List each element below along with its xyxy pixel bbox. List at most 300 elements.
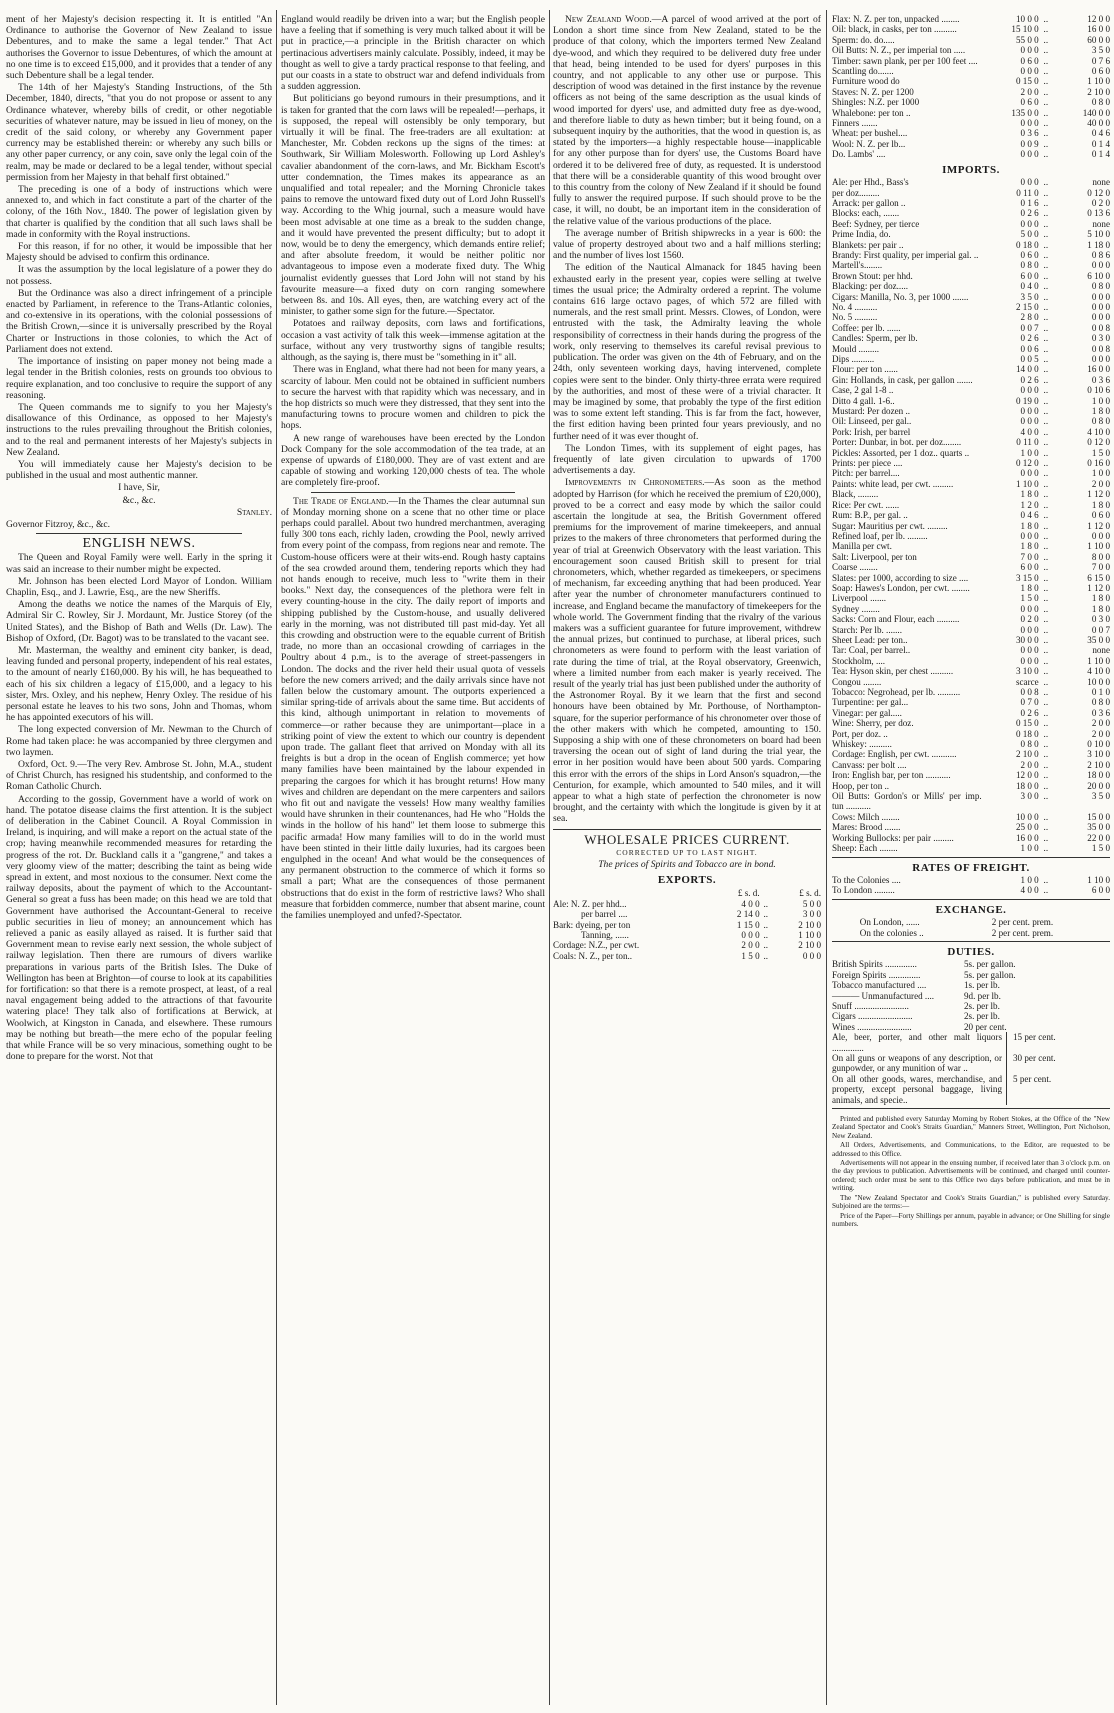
row-price-high: 1 8 0	[1091, 603, 1110, 614]
row-label: Do. Lambs' ....	[832, 149, 886, 160]
table-row	[832, 614, 1110, 624]
row-separator: ..	[1043, 780, 1049, 791]
table-row	[832, 749, 1110, 759]
dispatch-paragraph: For this reason, if for no other, it would be impossible that her Majesty should be advised to confirm this ordinance.	[6, 241, 272, 264]
news-paragraph: According to the gossip, Government have a world of work on hand. The potatoe disease claims the first attention. It is the subject of deliberation in the Cabinet Council. A Royal Commission in Ireland, is inquiring, and will make a report on the actual state of the crop; having meanwhile recommended measures for retarding the progress of the rot. Dr. Buckland calls it a "gangrene," and takes a very gloomy view of the matter; describing the taint as being wide spread in extent, and most noxious to the consumer. Next come the railway deposits, about the payment of which to the Accountant-General so great a fuss has been made; on this head we are told that Government have authorised the Accountant-General to receive public securities in lieu of money; an announcement which has relieved a panic as easily allayed as raised. It is further said that Government mean to revise early next session, the whole subject of railway legislation. Then there are rumours of divers warlike preparations in various parts of the British Isles. The Duke of Wellington has been at Brighton—of course to look at its capabilities for fortification: so that there is a remote prospect, at least, of a real naval engagement being added to the attractions of that favourite watering place! They talk also of fortifications at Berwick, at Woolwich, at Kingston in Canada, and elsewhere. These rumours may be nothing but breath—the mere echo of the popular feeling that while France will be so very minacious, something ought to be done to prepare for the worst. Not that	[6, 793, 272, 1063]
table-row	[832, 677, 1110, 687]
row-price-low: 0 19 0	[1015, 395, 1039, 406]
row-price-high: 20 0 0	[1087, 780, 1110, 791]
table-row	[832, 739, 1110, 749]
row-separator: ..	[1043, 416, 1049, 427]
news-paragraph: The Queen and Royal Family were well. Early in the spring it was said an increase to their number might be expected.	[6, 552, 272, 575]
table-row	[832, 139, 1110, 149]
row-label: Brown Stout: per hhd.	[832, 270, 913, 281]
row-label: Tobacco: Negrohead, per lb. ..........	[832, 687, 961, 697]
exports-table	[553, 888, 821, 961]
row-price-high: 2 10 0	[1087, 86, 1110, 97]
row-price-low: 0 12 0	[1015, 458, 1039, 469]
row-value: 2s. per lb.	[964, 1011, 1000, 1022]
row-separator: ..	[1043, 520, 1049, 531]
row-label: Case, 2 gal 1-8 ..	[832, 385, 894, 396]
row-price-high: 0 1 4	[1091, 149, 1110, 160]
row-label: On all other goods, wares, merchandise, and property, except personal baggage, living animals, and specie..	[832, 1074, 1007, 1105]
row-separator: ..	[1043, 86, 1049, 97]
row-separator: ..	[1043, 364, 1049, 375]
row-label: Cows: Milch ........	[832, 811, 900, 822]
table-row	[832, 198, 1110, 208]
row-separator: ..	[1043, 489, 1049, 500]
table-row	[832, 240, 1110, 250]
row-price-low: 0 11 0	[1016, 437, 1039, 448]
table-row: per barrel .... 2 14 0 .. 3 0 0	[581, 909, 821, 920]
imprint	[832, 1115, 1110, 1228]
row-label: Sydney ........	[832, 603, 880, 614]
row-label: Canvass: per bolt ....	[832, 759, 907, 770]
table-row	[832, 521, 1110, 531]
row-price-low: 0 3 6	[1020, 128, 1039, 139]
row-price-low: 0 0 9	[1020, 138, 1039, 149]
table-row	[832, 229, 1110, 239]
row-price-low: 1 8 0	[1020, 489, 1039, 500]
row-price-high: 0 0 0	[1091, 312, 1110, 323]
table-row	[832, 770, 1110, 780]
row-price-low: 0 6 0	[1020, 249, 1039, 260]
row-price-high: 0 2 0	[1091, 197, 1110, 208]
table-row	[832, 416, 1110, 426]
table-row	[832, 991, 1110, 1001]
row-price-high: 1 18 0	[1087, 239, 1110, 250]
table-row	[832, 66, 1110, 76]
row-label: Mould .........	[832, 343, 879, 354]
row-price-low: 1 8 0	[1020, 582, 1039, 593]
article-paragraph: Potatoes and railway deposits, corn laws and fortifications, occasion a vast activity of talk this week—immense agitation at the surface, without any very trustworthy signs of tangible results; although, as the saying is, there must be "something in it" all.	[281, 318, 545, 364]
row-label: Oil: Linseed, per gal..	[832, 416, 912, 427]
row-separator: ..	[1043, 197, 1049, 208]
news-paragraph: Mr. Johnson has been elected Lord Mayor of London. William Chaplin, Esq., and J. Lawrie, Esq., are the new Sheriffs.	[6, 575, 272, 598]
table-row	[832, 510, 1110, 520]
row-price-high: 0 0 0	[1091, 530, 1110, 541]
row-label: Timber: sawn plank, per per 100 feet ....	[832, 55, 978, 66]
row-label: British Spirits ..............	[832, 959, 917, 970]
row-separator: ..	[1043, 260, 1049, 271]
row-price-low: 3 15 0	[1015, 572, 1039, 583]
row-label: Rice: Per cwt. ......	[832, 499, 900, 510]
row-price-high: 6 0 0	[1091, 885, 1110, 896]
row-price-high: 35 0 0	[1087, 822, 1110, 833]
row-price-high: 0 0 8	[1091, 343, 1110, 354]
row-separator: ..	[1043, 614, 1049, 625]
row-separator: ..	[1043, 687, 1049, 697]
row-price-low: 4 0 0	[1020, 426, 1039, 437]
row-label: Flour: per ton ......	[832, 364, 898, 375]
row-label: On all guns or weapons of any description, or gunpowder, or any munition of war ..	[832, 1053, 1007, 1074]
row-price-low: 15 10 0	[1011, 24, 1039, 35]
table-row	[832, 14, 1110, 24]
trade-of-england-article	[281, 496, 545, 922]
row-value: 5 per cent.	[1013, 1073, 1052, 1084]
freight-table	[832, 875, 1110, 896]
row-label: Blankets: per pair ..	[832, 239, 904, 250]
row-price-low: 0 2 6	[1020, 208, 1039, 219]
row-price-low: 0 15 0	[1015, 718, 1039, 729]
row-price-high: 0 3 6	[1091, 374, 1110, 385]
row-label: Turpentine: per gal...	[832, 697, 909, 708]
row-separator: ..	[1043, 270, 1049, 281]
news-paragraph: Mr. Masterman, the wealthy and eminent city banker, is dead, leaving funded and personal property, independent of his real estates, to the amount of nearly £160,000. By his will, he has bequeathed to each of his six children a legacy of £15,000, and a legacy to his sister, Mrs. Oxley, and his nephew, Henry Oxley. The residue of his personal estate he leaves to his two sons, John and Thomas, whom he has appointed executors of his will.	[6, 644, 272, 724]
row-separator: ..	[1043, 291, 1049, 302]
table-row	[832, 656, 1110, 666]
row-price-high: 0 4 6	[1091, 128, 1110, 139]
row-price-low: 6 0 0	[1020, 562, 1039, 573]
row-separator: ..	[1043, 666, 1049, 677]
row-separator: ..	[1043, 458, 1049, 469]
column-1	[6, 14, 272, 1063]
row-price-low: 0 0 0	[1020, 624, 1039, 635]
row-separator: ..	[1043, 354, 1049, 364]
table-row	[832, 385, 1110, 395]
row-price-low: 12 0 0	[1015, 770, 1039, 781]
table-row	[832, 406, 1110, 416]
row-price-high: 18 0 0	[1087, 770, 1110, 781]
row-label: Cigars: Manilla, No. 3, per 1000 .......	[832, 291, 969, 302]
row-separator: ..	[1043, 739, 1049, 750]
table-row	[832, 604, 1110, 614]
divider	[832, 899, 1110, 900]
row-price-high: 0 8 6	[1091, 249, 1110, 260]
imprint-line: The "New Zealand Spectator and Cook's Straits Guardian," is published every Saturday. Subjoined are the terms:—	[832, 1193, 1110, 1211]
row-label: Sheep: Each ........	[832, 843, 898, 854]
row-label: Furniture wood do	[832, 76, 900, 87]
row-separator: ..	[1043, 118, 1049, 129]
row-separator: ..	[1043, 301, 1049, 312]
row-label: Coarse ........	[832, 562, 878, 573]
row-price-low: 1 5 0	[1020, 593, 1039, 604]
row-value: 2s. per lb.	[964, 1000, 1000, 1011]
row-label: Congou ........	[832, 676, 882, 687]
table-row	[832, 822, 1110, 832]
row-separator: ..	[1043, 707, 1049, 718]
row-label: On London, ......	[859, 917, 920, 928]
row-label: Salt: Liverpool, per ton	[832, 551, 917, 562]
row-price-high: 1 0 0	[1091, 468, 1110, 479]
table-row	[832, 354, 1110, 364]
row-price-low: 2 0 0	[1020, 86, 1039, 97]
divider	[832, 941, 1110, 942]
row-price-low: 0 0 5	[1020, 354, 1039, 364]
article-body: In the Thames the clear autumnal sun of Monday morning shone on a scene that no other time or place perhaps could parallel. About two hundred merchantmen, averaging fully 300 tons each, richly laden, crowding the Pool, newly arrived from every point of the compass, from regions near and remote. The Custom-house officers were at their wits-end. Rough hasty captains of the sea crowded around them, tendering reports which they had not hands enough to receive, much less to "write them in their books." Next day, the consequences of the plethora were felt in every counting-house in the city. The daily report of imports and shipping published by the Custom-house, and usually delivered early in the morning, was not distributed till past mid-day. Yet all this crowding and obstruction were to the equable current of British trade, no more than an occasional crowding of carriages in the Poultry about 4 p.m., is to the average of street-passengers in London. The docks and the river held their usual quota of vessels before the new comers arrived; and the daily arrivals since have not fallen below the customary amount. The outports experienced a similar spring-tide of arrivals about the same time. But accidents of this kind, although unimportant in relation to movements of commerce—or rather because they are unimportant—place in a striking point of view the extent to which our country is dependent upon trade. The gallant fleet that arrived on Monday with all its freights is but a drop in the ocean of English commerce; yet how many families have been maintained by the labour expended in preparing the cargoes for which it has brought returns! How many wives and children are dependant on the mere carpenters and sailors who fit out and navigate the vessels! How many wealthy families would have shrunken in their countenances, had He who "Holds the winds in the hollow of his hand" let them loose to submerge this pacific armada! How many families will to do in the world must have been stinted in their little daily luxuries, had its cargoes been engulphed in the ocean! And what would be the consequences of any permanent obstruction to the commerce of which it forms so small a part; What are the consequences of those permanent obstructions that do exist in the form of restrictive laws? Who shall measure that forbidden commerce, number that absent marine, count the families unemployed and unfed?-Spectator.	[281, 495, 545, 922]
table-row	[832, 302, 1110, 312]
table-row	[832, 271, 1110, 281]
row-separator: ..	[1043, 406, 1049, 417]
table-row	[832, 375, 1110, 385]
row-label: Blocks: each, .......	[832, 208, 900, 219]
row-price-high: 10 0 0	[1087, 676, 1110, 687]
addressee: Governor Fitzroy, &c., &c.	[6, 518, 111, 530]
row-value: 5s. per gallon.	[964, 969, 1016, 980]
table-row	[860, 928, 1082, 938]
row-separator: ..	[1043, 55, 1049, 66]
row-separator: ..	[1043, 343, 1049, 354]
table-row	[832, 97, 1110, 107]
row-label: Blacking: per doz.....	[832, 281, 909, 292]
row-label: Pork: Irish, per barrel	[832, 426, 911, 437]
table-row	[832, 583, 1110, 593]
row-label: To the Colonies ....	[832, 874, 901, 885]
divider	[832, 857, 1110, 858]
row-price-high: 0 1 0	[1091, 687, 1110, 697]
table-row	[832, 437, 1110, 447]
row-label: Finners .......	[832, 118, 878, 129]
row-price-high: 0 0 7	[1091, 624, 1110, 635]
row-price-low: 0 0 0	[1020, 45, 1039, 56]
row-price-high: 5 10 0	[1087, 229, 1110, 240]
row-separator: ..	[1043, 149, 1049, 160]
row-price-low: 0 8 0	[1020, 739, 1039, 750]
table-row: Coals: N. Z., per ton.. 1 5 0 .. 0 0 0	[553, 950, 821, 961]
table-row	[832, 760, 1110, 770]
row-label: Wool: N. Z. per lb...	[832, 138, 906, 149]
row-price-low: 55 0 0	[1015, 34, 1039, 45]
row-price-high: 1 8 0	[1091, 593, 1110, 604]
row-price-low: 0 1 6	[1020, 197, 1039, 208]
row-price-low: 1 0 0	[1020, 447, 1039, 458]
table-row	[832, 959, 1110, 969]
row-value: 15 per cent.	[1013, 1032, 1056, 1043]
row-label: Tea: Hyson skin, per chest ..........	[832, 666, 954, 677]
row-label: Hoop, per ton ..	[832, 780, 890, 791]
signature: Stanley.	[236, 506, 272, 518]
row-label: Prime India, do.	[832, 229, 891, 240]
row-price-low: 1 2 0	[1020, 499, 1039, 510]
row-price-high: 0 8 0	[1091, 97, 1110, 108]
table-row	[832, 666, 1110, 676]
row-price-high: 7 0 0	[1091, 562, 1110, 573]
row-label: Iron: English bar, per ton ...........	[832, 770, 951, 781]
table-row	[832, 1074, 1110, 1105]
row-separator: ..	[1043, 249, 1049, 260]
table-row	[832, 729, 1110, 739]
row-price-low: 0 0 0	[1020, 66, 1039, 77]
row-price-high: 0 6 0	[1091, 66, 1110, 77]
row-price-low: 0 18 0	[1015, 728, 1039, 739]
table-row	[832, 791, 1110, 812]
row-price-low: 0 11 0	[1016, 187, 1039, 198]
row-separator: ..	[1043, 138, 1049, 149]
row-label: Brandy: First quality, per imperial gal. ..	[832, 249, 979, 260]
row-price-low: 10 0 0	[1015, 811, 1039, 822]
imports-title: IMPORTS.	[942, 163, 1000, 176]
table-row	[832, 635, 1110, 645]
table-row	[832, 260, 1110, 270]
divider	[832, 1108, 1110, 1109]
row-price-high: 3 5 0	[1091, 791, 1110, 802]
divider	[36, 533, 242, 534]
row-price-high: 0 16 0	[1087, 458, 1110, 469]
article-paragraph: The London Times, with its supplement of eight pages, has frequently of late given circulation to upwards of 1700 advertisements a day.	[553, 442, 821, 477]
table-row	[832, 1011, 1110, 1021]
row-price-low: 1 8 0	[1020, 520, 1039, 531]
row-separator: ..	[1043, 770, 1049, 781]
row-label: Snuff ........................	[832, 1000, 909, 1011]
row-separator: ..	[1043, 655, 1049, 666]
row-separator: ..	[1043, 333, 1049, 344]
table-row	[832, 980, 1110, 990]
table-row	[832, 76, 1110, 86]
row-label: Tar: Coal, per barrel..	[832, 645, 911, 656]
row-separator: ..	[1043, 676, 1049, 687]
row-price-high: 22 0 0	[1087, 832, 1110, 843]
units-row	[553, 888, 821, 898]
row-price-low: 0 0 0	[1020, 530, 1039, 541]
row-value: 5s. per gallon.	[964, 959, 1016, 970]
divider	[553, 829, 821, 830]
table-row	[860, 917, 1082, 927]
row-price-high: 2 0 0	[1091, 728, 1110, 739]
row-price-high: 0 3 0	[1091, 614, 1110, 625]
column-rule	[549, 10, 550, 1705]
row-label: Ale: per Hhd., Bass's	[832, 177, 909, 188]
imprint-line: Advertisements will not appear in the ensuing number, if received later than 3 o'clock p.m. on the day previous to publication. Advertisements will be continued, and charged until counter-ordered; such order must be sent to this Office two days before publication, and must be in writing.	[832, 1159, 1110, 1193]
row-price-high: 6 15 0	[1087, 572, 1110, 583]
row-label: Ditto 4 gall. 1-6..	[832, 395, 895, 406]
row-label: Scantling do.......	[832, 66, 894, 77]
row-separator: ..	[1043, 572, 1049, 583]
table-row	[832, 1022, 1110, 1032]
row-label: Sheet Lead: per ton..	[832, 634, 908, 645]
table-row	[832, 87, 1110, 97]
row-price-high: 0 12 0	[1087, 437, 1110, 448]
row-price-high: 0 6 0	[1091, 510, 1110, 521]
table-row	[832, 489, 1110, 499]
row-label: Wine: Sherry, per doz.	[832, 718, 914, 729]
row-separator: ..	[1043, 45, 1049, 56]
table-row	[832, 281, 1110, 291]
section-heading-english-news: ENGLISH NEWS.	[82, 536, 196, 552]
table-row	[832, 687, 1110, 697]
row-separator: ..	[1043, 811, 1049, 822]
row-label: Whiskey: ..........	[832, 739, 892, 750]
row-price-low: 7 0 0	[1020, 551, 1039, 562]
row-price-low: 10 0 0	[1015, 14, 1039, 24]
row-separator: ..	[1043, 187, 1049, 198]
row-price-high: 0 3 0	[1091, 333, 1110, 344]
row-label: Paints: white lead, per cwt. .........	[832, 478, 954, 489]
row-price-high: 1 12 0	[1087, 520, 1110, 531]
table-row	[832, 541, 1110, 551]
row-label: Foreign Spirits ..............	[832, 969, 921, 980]
row-price-low: 1 10 0	[1015, 478, 1039, 489]
row-price-high: 0 12 0	[1087, 187, 1110, 198]
table-row	[832, 128, 1110, 138]
row-price-high: 1 0 0	[1091, 395, 1110, 406]
row-separator: ..	[1043, 499, 1049, 510]
row-price-high: 2 0 0	[1091, 718, 1110, 729]
dispatch-paragraph: ment of her Majesty's decision respecting it. It is entitled "An Ordinance to authorise the Governor of New Zealand to issue Debentures, and to make the same a legal tender." That Act authorises the Governor to issue Debentures, of which the amount at no one time is to exceed £15,000, and it provides that a tender of any such Debenture shall be a legal tender.	[6, 14, 272, 82]
row-price-low: 1 8 0	[1020, 541, 1039, 552]
row-price-high: 1 8 0	[1091, 406, 1110, 417]
row-price-high: 0 8 0	[1091, 697, 1110, 708]
row-value: 9d. per lb.	[964, 990, 1001, 1001]
row-label: Refined loaf, per lb. .........	[832, 530, 928, 541]
row-price-low: 0 0 0	[1020, 468, 1039, 479]
table-row	[832, 479, 1110, 489]
table-row	[832, 562, 1110, 572]
row-separator: ..	[1043, 468, 1049, 479]
row-separator: ..	[1043, 562, 1049, 573]
row-value: 2 per cent. prem.	[991, 927, 1054, 938]
table-row	[832, 468, 1110, 478]
nz-wood-article	[553, 14, 821, 227]
imprint-line: Price of the Paper—Forty Shillings per annum, payable in advance; or One Shilling for single numbers.	[832, 1211, 1110, 1228]
dispatch-paragraph: The Queen commands me to signify to you her Majesty's disallowance of this Ordinance, as opposed to her Majesty's instructions to the rules prevailing throughout the British colonies, and to the real and permanent interests of her Majesty's subjects in New Zealand.	[6, 401, 272, 458]
row-label: Stockholm, ....	[832, 655, 886, 666]
table-row	[832, 427, 1110, 437]
row-separator: ..	[1043, 593, 1049, 604]
column-rule	[826, 10, 827, 1705]
units-a: £ s. d.	[737, 888, 760, 899]
dispatch-paragraph: You will immediately cause her Majesty's decision to be published in the usual and most authentic manner.	[6, 458, 272, 482]
row-price-low: 2 10 0	[1015, 749, 1039, 760]
table-row	[832, 292, 1110, 302]
row-separator: ..	[1043, 322, 1049, 333]
row-price-high: 40 0 0	[1087, 118, 1110, 129]
row-price-high: 0 7 6	[1091, 55, 1110, 66]
row-price-low: 0 2 6	[1020, 707, 1039, 718]
duties-title: DUTIES.	[947, 945, 995, 958]
row-price-low: 135 0 0	[1011, 107, 1039, 118]
row-separator: ..	[1043, 551, 1049, 562]
table-row	[832, 323, 1110, 333]
row-label: Mares: Brood .......	[832, 822, 901, 833]
row-separator: ..	[1043, 239, 1049, 250]
row-price-high: 0 10 0	[1087, 739, 1110, 750]
row-price-low: 4 0 0	[1020, 885, 1039, 896]
row-label: Staves: N. Z. per 1200	[832, 86, 914, 97]
row-price-low: 2 0 0	[1020, 759, 1039, 770]
table-row: Ale: N. Z. per hhd... 4 0 0 .. 5 0 0	[553, 898, 821, 909]
chronometer-article	[553, 477, 821, 824]
row-price-low: 0 18 0	[1015, 239, 1039, 250]
table-row	[832, 812, 1110, 822]
row-label: Wheat: per bushel....	[832, 128, 908, 139]
row-label: Starch: Per lb. .......	[832, 624, 902, 635]
row-price-high: 1 5 0	[1091, 447, 1110, 458]
row-label: Rum: B.P., per gal. ..	[832, 510, 908, 521]
column-4	[832, 14, 1110, 1229]
row-value: 2 per cent. prem.	[991, 917, 1054, 928]
row-price-low: 3 0 0	[1020, 791, 1039, 802]
row-price-low: 18 0 0	[1015, 780, 1039, 791]
row-price-low: 3 10 0	[1015, 666, 1039, 677]
article-paragraph: England would readily be driven into a war; but the English people have a feeling that if something is very much talked about it will be put in practice,—a principle in the British character on which pertinacious advertisers mainly calculate. Possibly, indeed, it may be thought as well to give a tardy practical response to that feeling, and put our coasts in a state to obstruct war and defend individuals from a sudden aggression.	[281, 14, 545, 93]
row-separator: ..	[1043, 749, 1049, 760]
row-label: On the colonies ..	[859, 927, 924, 938]
row-separator: ..	[1043, 312, 1049, 323]
divider	[311, 492, 515, 493]
article-paragraph: There was in England, what there had not been for many years, a scarcity of labour. Men could not be obtained in sufficient numbers to secure the harvest with that rapidity which was necessary, and in the hop districts so much were they distressed, that they sent into the manufacturing towns to procure women and children to pick the hops.	[281, 364, 545, 432]
row-separator: ..	[1043, 478, 1049, 489]
table-row	[832, 781, 1110, 791]
row-separator: ..	[1043, 395, 1049, 406]
imprint-line: Printed and published every Saturday Morning by Robert Stokes, at the Office of the "New Zealand Spectator and Cook's Straits Guardian," Manners Street, Wellington, Port Nicholson, New Zealand.	[832, 1115, 1110, 1140]
row-separator: ..	[1043, 634, 1049, 645]
row-price-low: 30 0 0	[1015, 634, 1039, 645]
row-price-high: 0 1 4	[1091, 138, 1110, 149]
row-label: Arrack: per gallon ..	[832, 197, 906, 208]
row-separator: ..	[1043, 822, 1049, 833]
row-separator: ..	[1043, 14, 1049, 24]
row-price-low: 0 4 6	[1020, 510, 1039, 521]
